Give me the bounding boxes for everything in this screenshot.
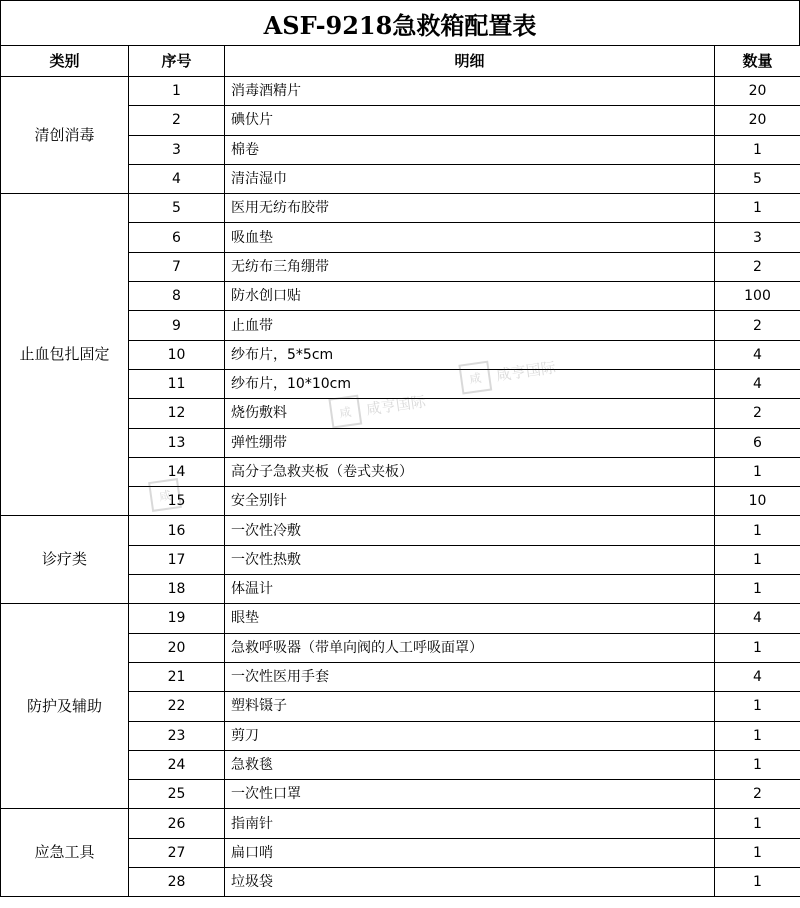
header-qty: 数量: [715, 46, 800, 77]
detail-cell: 扁口哨: [225, 838, 715, 867]
header-category: 类别: [1, 46, 129, 77]
detail-cell: 纱布片，5*5cm: [225, 340, 715, 369]
category-cell: 清创消毒: [1, 77, 129, 194]
table-header-row: [1, 46, 800, 77]
no-cell: 28: [129, 868, 225, 897]
detail-cell: 高分子急救夹板（卷式夹板）: [225, 457, 715, 486]
no-cell: 9: [129, 311, 225, 340]
qty-cell: 4: [715, 340, 800, 369]
detail-cell: 无纺布三角绷带: [225, 252, 715, 281]
table-row: [1, 604, 800, 633]
no-cell: 10: [129, 340, 225, 369]
no-cell: 8: [129, 282, 225, 311]
qty-cell: 6: [715, 428, 800, 457]
qty-cell: 1: [715, 750, 800, 779]
no-cell: 3: [129, 135, 225, 164]
detail-cell: 剪刀: [225, 721, 715, 750]
qty-cell: 4: [715, 662, 800, 691]
qty-cell: 1: [715, 809, 800, 838]
qty-cell: 1: [715, 692, 800, 721]
qty-cell: 1: [715, 516, 800, 545]
no-cell: 14: [129, 457, 225, 486]
qty-cell: 1: [715, 633, 800, 662]
no-cell: 16: [129, 516, 225, 545]
no-cell: 6: [129, 223, 225, 252]
table-row: [1, 809, 800, 838]
qty-cell: 2: [715, 252, 800, 281]
header-no: 序号: [129, 46, 225, 77]
logo-icon: 咸: [148, 478, 182, 512]
no-cell: 7: [129, 252, 225, 281]
detail-cell: 棉卷: [225, 135, 715, 164]
detail-cell: 体温计: [225, 575, 715, 604]
qty-cell: 1: [715, 135, 800, 164]
table-row: [1, 516, 800, 545]
qty-cell: 4: [715, 604, 800, 633]
logo-icon: 咸: [328, 395, 362, 429]
category-cell: 应急工具: [1, 809, 129, 897]
detail-cell: 急救呼吸器（带单向阀的人工呼吸面罩）: [225, 633, 715, 662]
detail-cell: 止血带: [225, 311, 715, 340]
qty-cell: 20: [715, 106, 800, 135]
detail-cell: 吸血垫: [225, 223, 715, 252]
no-cell: 25: [129, 780, 225, 809]
table-row: [1, 194, 800, 223]
no-cell: 21: [129, 662, 225, 691]
qty-cell: 1: [715, 457, 800, 486]
detail-cell: 碘伏片: [225, 106, 715, 135]
category-cell: 防护及辅助: [1, 604, 129, 809]
detail-cell: 纱布片，10*10cm: [225, 369, 715, 398]
detail-cell: 医用无纺布胶带: [225, 194, 715, 223]
detail-cell: 垃圾袋: [225, 868, 715, 897]
qty-cell: 4: [715, 369, 800, 398]
qty-cell: 2: [715, 311, 800, 340]
no-cell: 12: [129, 399, 225, 428]
watermark-text: 咸亨国际: [364, 391, 427, 419]
category-cell: 诊疗类: [1, 516, 129, 604]
qty-cell: 1: [715, 194, 800, 223]
detail-cell: 清洁湿巾: [225, 164, 715, 193]
qty-cell: 1: [715, 838, 800, 867]
qty-cell: 1: [715, 575, 800, 604]
qty-cell: 2: [715, 780, 800, 809]
detail-cell: 急救毯: [225, 750, 715, 779]
detail-cell: 塑料镊子: [225, 692, 715, 721]
page-title: ASF-9218急救箱配置表: [0, 0, 800, 45]
detail-cell: 消毒酒精片: [225, 77, 715, 106]
detail-cell: 防水创口贴: [225, 282, 715, 311]
qty-cell: 2: [715, 399, 800, 428]
no-cell: 19: [129, 604, 225, 633]
detail-cell: 指南针: [225, 809, 715, 838]
detail-cell: 烧伤敷料: [225, 399, 715, 428]
qty-cell: 1: [715, 868, 800, 897]
qty-cell: 5: [715, 164, 800, 193]
qty-cell: 1: [715, 721, 800, 750]
config-table: [0, 45, 800, 897]
qty-cell: 1: [715, 545, 800, 574]
detail-cell: 弹性绷带: [225, 428, 715, 457]
detail-cell: 一次性医用手套: [225, 662, 715, 691]
qty-cell: 20: [715, 77, 800, 106]
detail-cell: 一次性冷敷: [225, 516, 715, 545]
no-cell: 4: [129, 164, 225, 193]
detail-cell: 眼垫: [225, 604, 715, 633]
no-cell: 15: [129, 487, 225, 516]
no-cell: 13: [129, 428, 225, 457]
no-cell: 1: [129, 77, 225, 106]
no-cell: 27: [129, 838, 225, 867]
no-cell: 22: [129, 692, 225, 721]
no-cell: 17: [129, 545, 225, 574]
no-cell: 26: [129, 809, 225, 838]
watermark-text: 咸亨国际: [494, 357, 557, 385]
table-row: [1, 77, 800, 106]
no-cell: 24: [129, 750, 225, 779]
no-cell: 20: [129, 633, 225, 662]
table-body: [1, 77, 800, 897]
category-cell: 止血包扎固定: [1, 194, 129, 516]
header-detail: 明细: [225, 46, 715, 77]
logo-icon: 咸: [458, 361, 492, 395]
qty-cell: 3: [715, 223, 800, 252]
qty-cell: 100: [715, 282, 800, 311]
detail-cell: 一次性口罩: [225, 780, 715, 809]
no-cell: 23: [129, 721, 225, 750]
no-cell: 11: [129, 369, 225, 398]
qty-cell: 10: [715, 487, 800, 516]
detail-cell: 一次性热敷: [225, 545, 715, 574]
no-cell: 5: [129, 194, 225, 223]
no-cell: 18: [129, 575, 225, 604]
detail-cell: 安全别针: [225, 487, 715, 516]
no-cell: 2: [129, 106, 225, 135]
